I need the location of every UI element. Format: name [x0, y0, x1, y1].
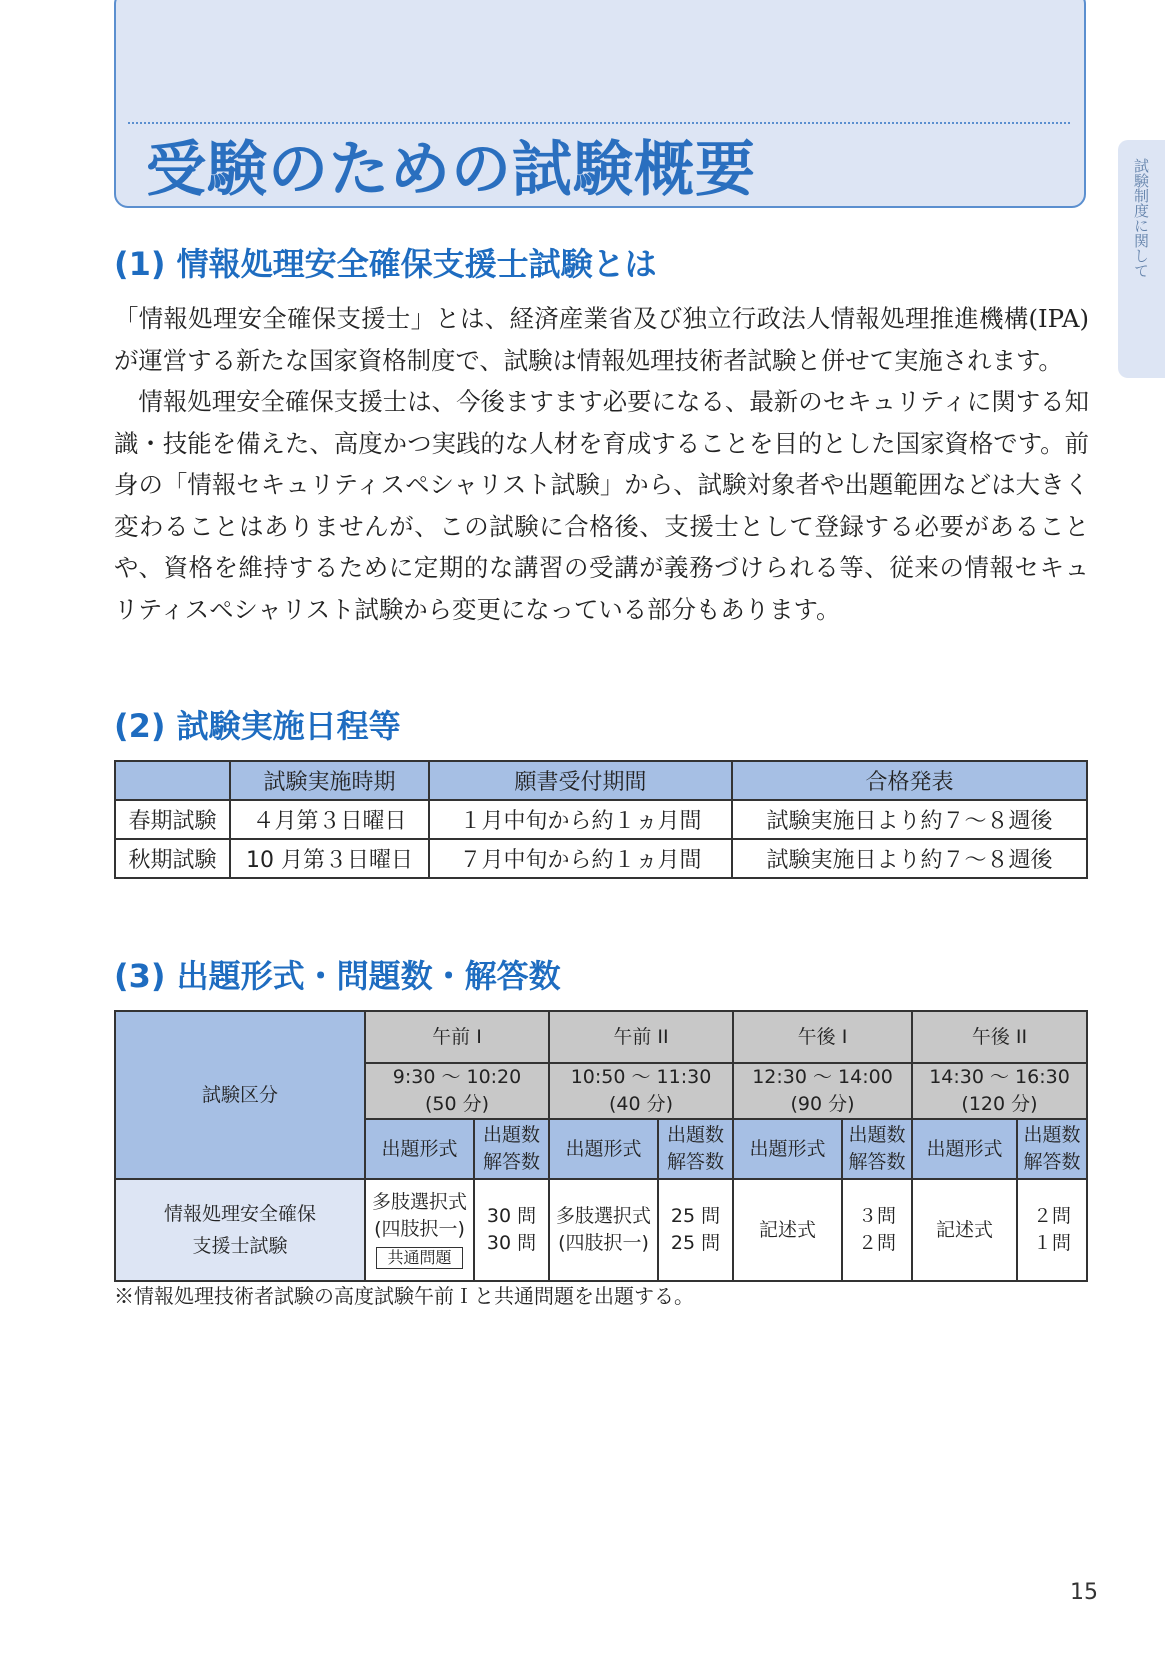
pm1-count: ３問 ２問: [842, 1179, 912, 1281]
session-name: 午後 II: [912, 1011, 1087, 1063]
table-header-cell: [115, 761, 230, 800]
format-label: 出題形式: [733, 1119, 842, 1179]
section1-body: [114, 298, 1089, 630]
row-label: 春期試験: [115, 800, 230, 839]
table-cell: ４月第３日曜日: [230, 800, 429, 839]
row-label: 秋期試験: [115, 839, 230, 878]
table-cell: 試験実施日より約７～８週後: [732, 800, 1087, 839]
exam-format-table: [114, 1010, 1088, 1282]
table-row: [115, 800, 1087, 839]
paragraph: 「情報処理安全確保支援士」とは、経済産業省及び独立行政法人情報処理推進機構(IPA)が運営する新たな国家資格制度で、試験は情報処理技術者試験と併せて実施されます。: [114, 304, 1089, 375]
count-label: 出題数 解答数: [658, 1119, 733, 1179]
title-divider: [128, 122, 1070, 124]
page-title: 受験のための試験概要: [146, 135, 756, 205]
session-name-row: [115, 1011, 1087, 1063]
session-name: 午前 II: [549, 1011, 733, 1063]
table-cell: 10 月第３日曜日: [230, 839, 429, 878]
table-note: ※情報処理技術者試験の高度試験午前Ｉと共通問題を出題する。: [114, 1284, 694, 1308]
section1-heading: (1) 情報処理安全確保支援士試験とは: [114, 245, 657, 283]
section3-heading: (3) 出題形式・問題数・解答数: [114, 957, 561, 995]
paragraph: 情報処理安全確保支援士は、今後ますます必要になる、最新のセキュリティに関する知識・技能を備えた、高度かつ実践的な人材を育成することを目的とした国家資格です。前身の「情報セキュリティスペシャリスト試験」から、試験対象者や出題範囲などは大きく変わることはありませんが、この試験に合格後、支援士として登録する必要があることや、資格を維持するために定期的な講習の受講が義務づけられる等、従来の情報セキュリティスペシャリスト試験から変更になっている部分もあります。: [114, 387, 1089, 624]
am2-format: 多肢選択式 (四肢択一): [549, 1179, 658, 1281]
count-label: 出題数 解答数: [474, 1119, 549, 1179]
table-cell: １月中旬から約１ヵ月間: [429, 800, 732, 839]
table-cell: ７月中旬から約１ヵ月間: [429, 839, 732, 878]
count-label: 出題数 解答数: [842, 1119, 912, 1179]
am1-format: 多肢選択式 (四肢択一) 共通問題: [365, 1179, 474, 1281]
page-number: 15: [1070, 1580, 1098, 1605]
session-time: 12:30 ～ 14:00 (90 分): [733, 1063, 912, 1119]
table-row: [115, 839, 1087, 878]
format-label: 出題形式: [912, 1119, 1017, 1179]
pm1-format: 記述式: [733, 1179, 842, 1281]
format-label: 出題形式: [549, 1119, 658, 1179]
common-question-badge: 共通問題: [376, 1247, 462, 1269]
pm2-format: 記述式: [912, 1179, 1017, 1281]
table-header-cell: 願書受付期間: [429, 761, 732, 800]
format-label: 出題形式: [365, 1119, 474, 1179]
side-tab-label: 試験制度に関して: [1132, 158, 1150, 278]
session-name: 午前 I: [365, 1011, 549, 1063]
table-header-cell: 試験実施時期: [230, 761, 429, 800]
category-header: 試験区分: [115, 1011, 365, 1179]
exam-name: 情報処理安全確保 支援士試験: [115, 1179, 365, 1281]
table-header-row: [115, 761, 1087, 800]
section2-heading: (2) 試験実施日程等: [114, 707, 401, 745]
am2-count: 25 問 25 問: [658, 1179, 733, 1281]
session-time: 14:30 ～ 16:30 (120 分): [912, 1063, 1087, 1119]
session-time: 9:30 ～ 10:20 (50 分): [365, 1063, 549, 1119]
table-row: [115, 1179, 1087, 1281]
am1-count: 30 問 30 問: [474, 1179, 549, 1281]
schedule-table: [114, 760, 1088, 879]
count-label: 出題数 解答数: [1017, 1119, 1087, 1179]
session-name: 午後 I: [733, 1011, 912, 1063]
table-cell: 試験実施日より約７～８週後: [732, 839, 1087, 878]
pm2-count: ２問 １問: [1017, 1179, 1087, 1281]
table-header-cell: 合格発表: [732, 761, 1087, 800]
session-time: 10:50 ～ 11:30 (40 分): [549, 1063, 733, 1119]
